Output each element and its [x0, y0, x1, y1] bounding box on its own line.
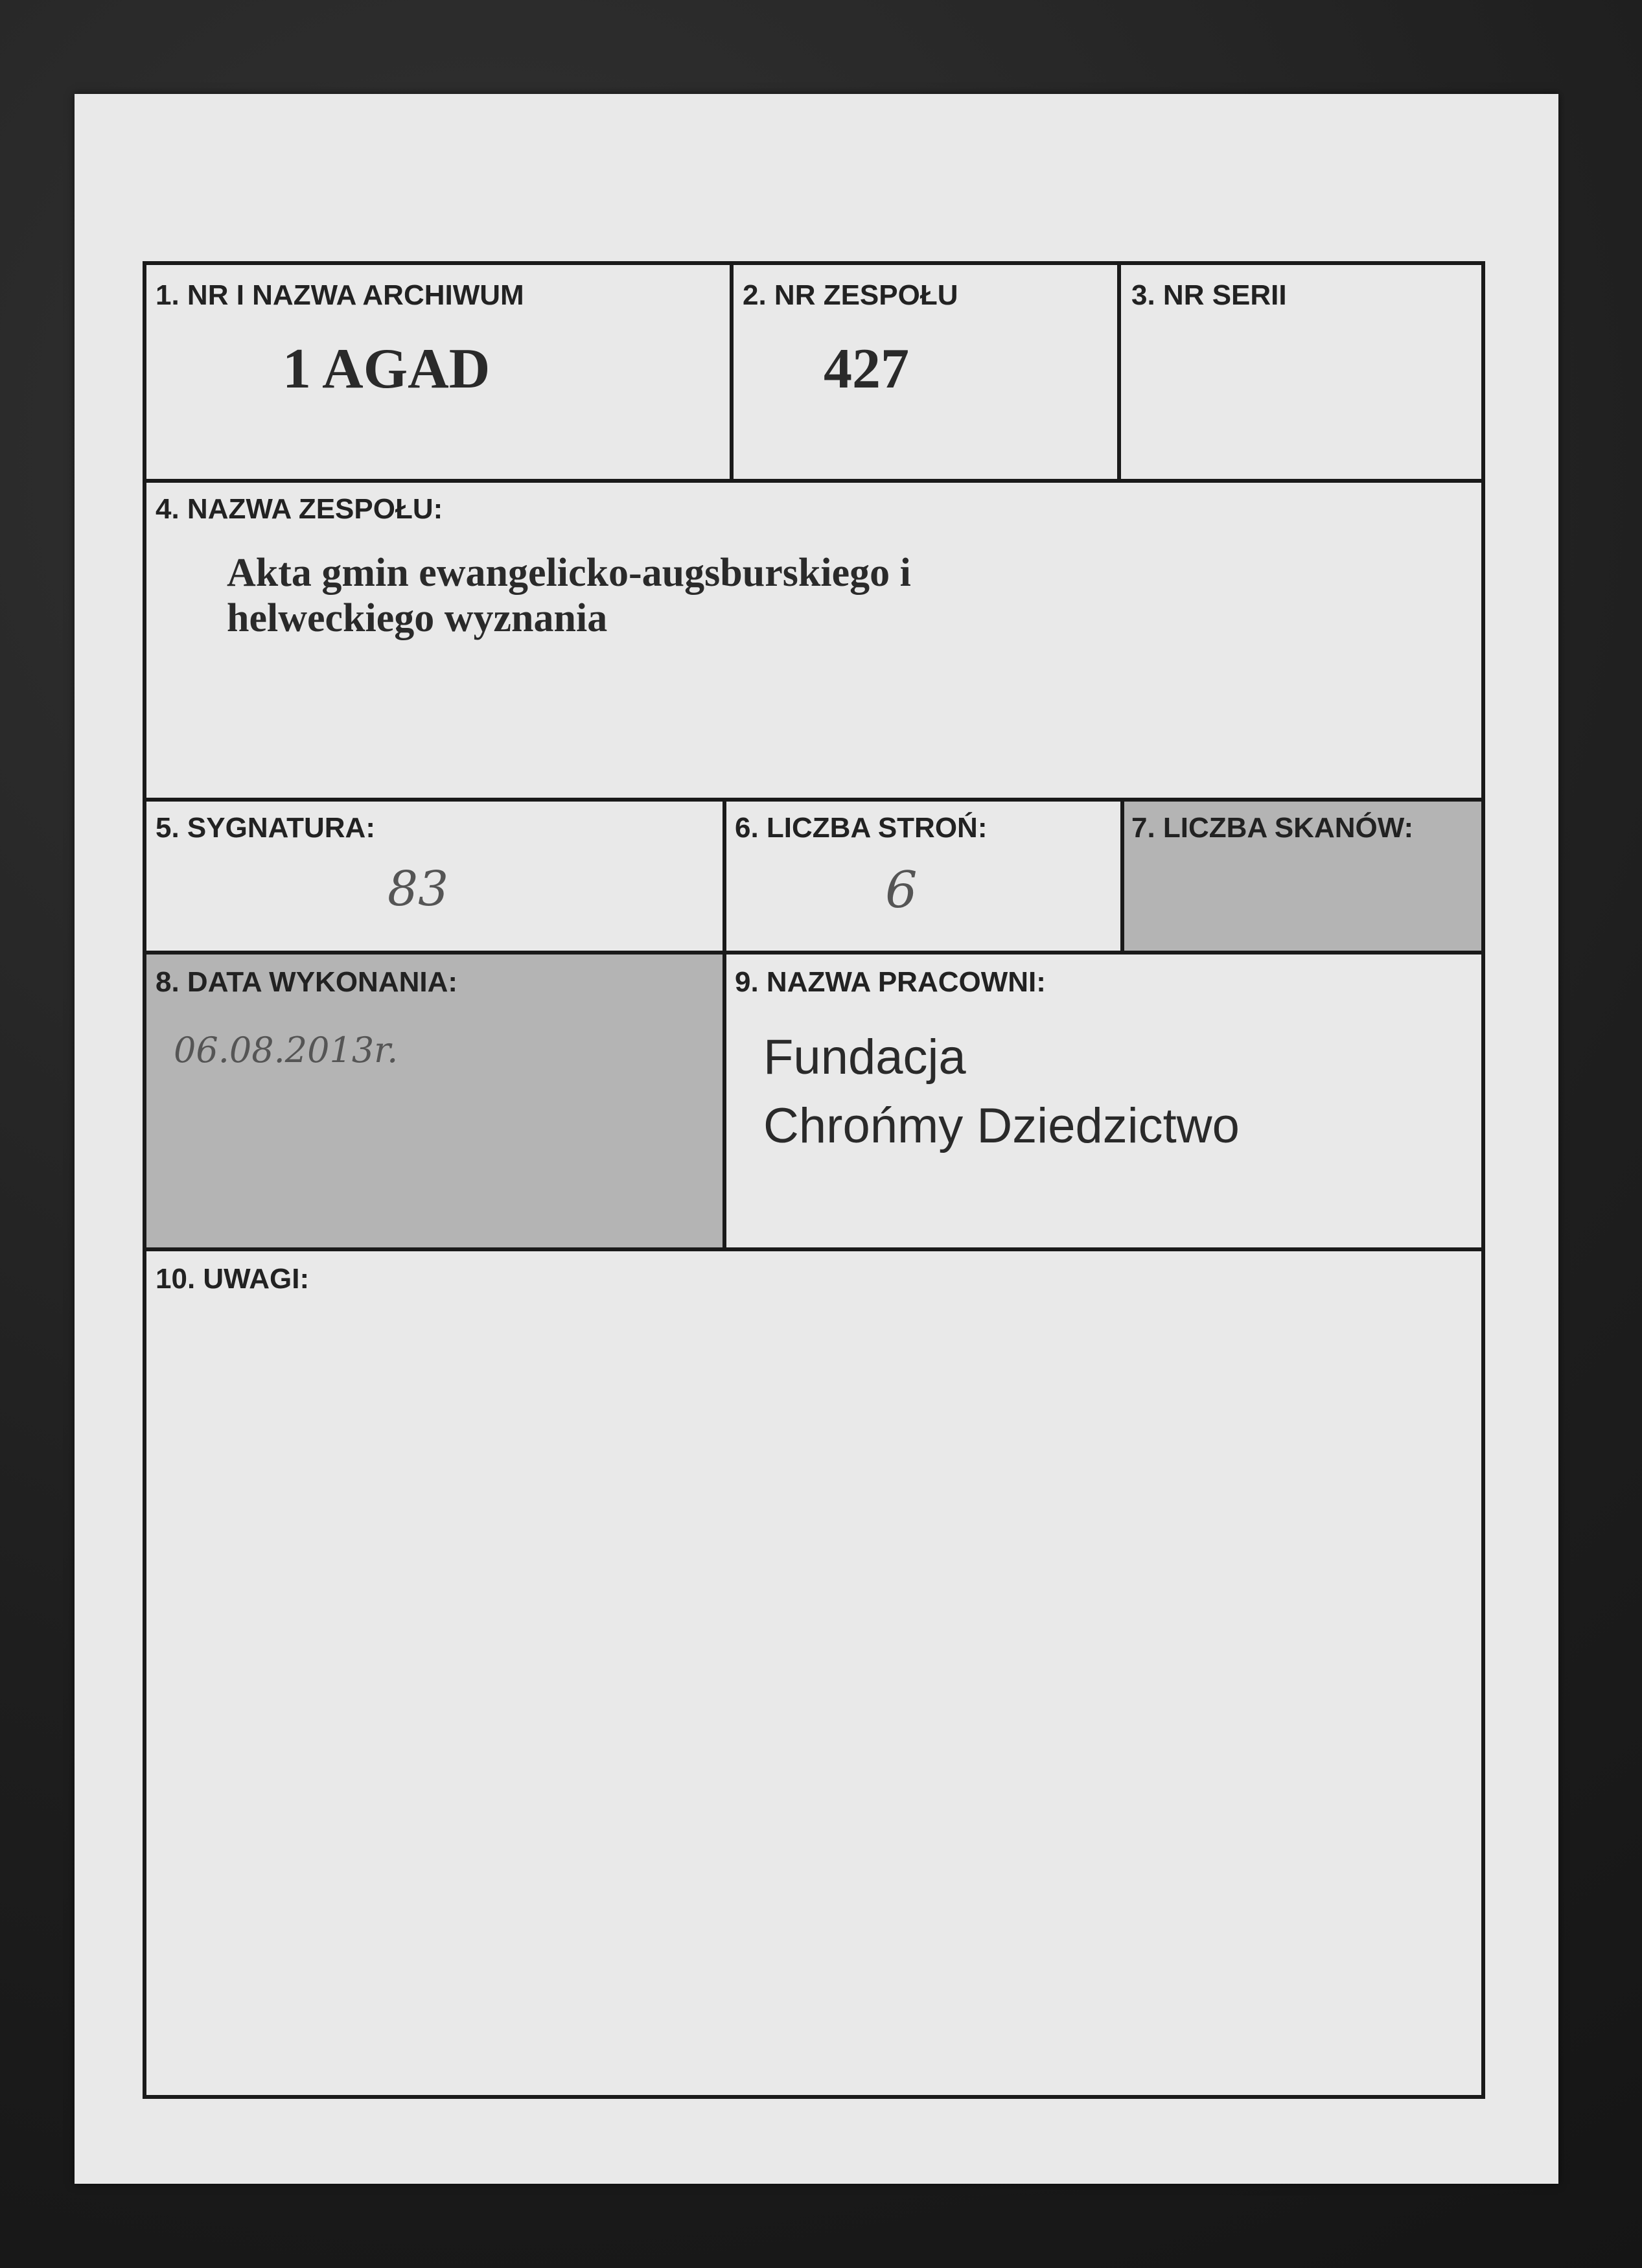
- fonds-number-label: 2. NR ZESPOŁU: [743, 279, 958, 311]
- fonds-name-line-2: helweckiego wyznania: [227, 596, 608, 640]
- page-count-label: 6. LICZBA STROŃ:: [735, 812, 988, 844]
- col-divider-4: [1120, 798, 1124, 955]
- workshop-line-2: Chrońmy Dziedzictwo: [763, 1098, 1240, 1153]
- page-count-value: 6: [885, 861, 918, 920]
- date-cell: [146, 955, 723, 1251]
- document-sheet: [75, 94, 1558, 2184]
- row-divider-4: [146, 1247, 1481, 1251]
- col-divider-2: [1117, 265, 1121, 479]
- workshop-line-1: Fundacja: [763, 1030, 966, 1085]
- col-divider-1: [730, 265, 734, 479]
- fonds-number-value: 427: [824, 338, 909, 400]
- archive-label: 1. NR I NAZWA ARCHIWUM: [156, 279, 524, 311]
- signature-value: 83: [387, 861, 449, 917]
- fonds-name-line-1: Akta gmin ewangelicko-augsburskiego i: [227, 551, 911, 595]
- fonds-name-label: 4. NAZWA ZESPOŁU:: [156, 493, 443, 525]
- date-label: 8. DATA WYKONANIA:: [156, 966, 458, 998]
- date-value: 06.08.2013r.: [174, 1030, 399, 1070]
- row-divider-1: [146, 479, 1481, 483]
- series-number-label: 3. NR SERII: [1131, 279, 1287, 311]
- col-divider-3: [723, 798, 726, 1251]
- signature-label: 5. SYGNATURA:: [156, 812, 375, 844]
- notes-label: 10. UWAGI:: [156, 1263, 310, 1295]
- archive-record-form: [143, 261, 1485, 2099]
- row-divider-3: [146, 951, 1481, 955]
- archive-value: 1 AGAD: [283, 338, 491, 400]
- workshop-label: 9. NAZWA PRACOWNI:: [735, 966, 1046, 998]
- row-divider-2: [146, 798, 1481, 802]
- scan-count-label: 7. LICZBA SKANÓW:: [1131, 812, 1414, 844]
